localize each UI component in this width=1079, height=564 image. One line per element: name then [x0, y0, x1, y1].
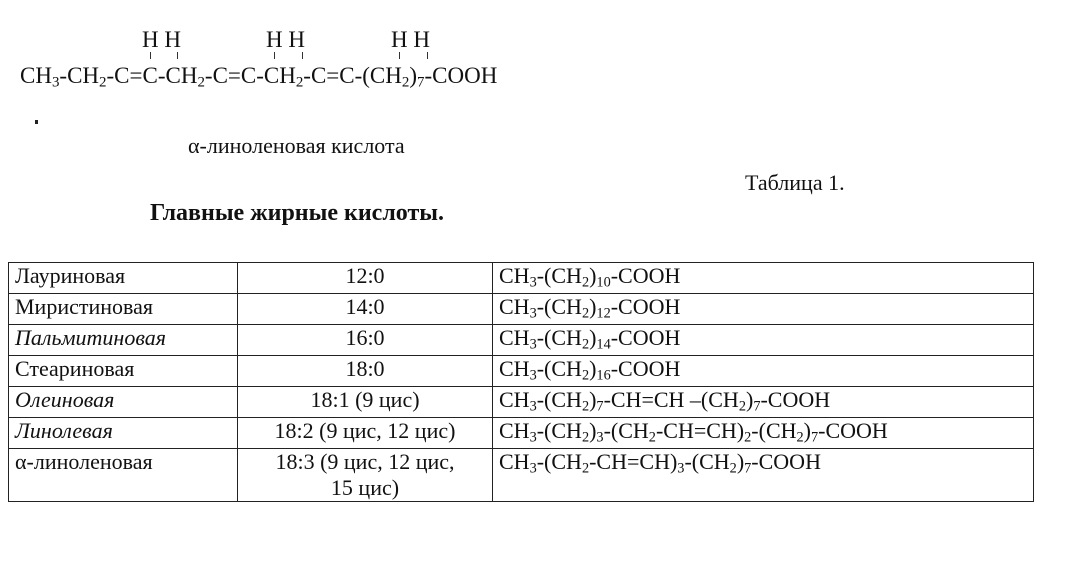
subscript: 12 [596, 305, 611, 322]
formula-fragment: -COOH [610, 325, 681, 350]
acid-formula [493, 356, 1034, 387]
hydrogen-label: H H [142, 27, 181, 52]
bond-line [177, 52, 178, 59]
subscript: 2 [796, 429, 804, 446]
formula-fragment: -COOH [610, 263, 681, 288]
acid-code: 18:0 [238, 356, 493, 387]
subscript: 7 [753, 398, 761, 415]
formula-fragment: -CH=CH) [589, 449, 678, 474]
formula-fragment: -(CH [751, 418, 797, 443]
subscript: 2 [744, 429, 752, 446]
subscript: 2 [295, 74, 304, 91]
subscript: 2 [581, 305, 590, 322]
subscript: 3 [529, 367, 537, 384]
subscript: 7 [596, 398, 604, 415]
formula-fragment: CH [499, 294, 530, 319]
subscript: 7 [744, 460, 752, 477]
formula-fragment: ) [589, 325, 597, 350]
bond-line [150, 52, 151, 59]
hydrogen-label: H H [266, 27, 305, 52]
subscript: 3 [529, 429, 537, 446]
acid-formula [493, 418, 1034, 449]
subscript: 2 [581, 336, 590, 353]
formula-fragment: CH [499, 325, 530, 350]
bond-line [399, 52, 400, 59]
formula-main-chain [20, 63, 498, 91]
formula-fragment: -COOH [424, 63, 498, 88]
acid-formula [493, 263, 1034, 294]
subscript: 2 [729, 460, 737, 477]
subscript: 14 [596, 336, 611, 353]
subscript: 2 [197, 74, 205, 91]
acid-code: 18:2 (9 цис, 12 цис) [238, 418, 493, 449]
subscript: 3 [529, 305, 537, 322]
subscript: 2 [581, 398, 590, 415]
subscript: 3 [677, 460, 685, 477]
formula-fragment: ) [736, 449, 745, 474]
acid-code-line: 18:3 (9 цис, 12 цис, [275, 449, 455, 474]
acid-formula [493, 294, 1034, 325]
table-row [9, 387, 1034, 418]
acid-code: 16:0 [238, 325, 493, 356]
subscript: 3 [596, 429, 604, 446]
formula-fragment: -CH=CH –(CH [603, 387, 739, 412]
formula-fragment: -(CH [536, 356, 582, 381]
formula-fragment: ) [589, 418, 597, 443]
acid-name: Стеариновая [9, 356, 238, 387]
formula-fragment: -(CH [536, 418, 582, 443]
table-row [9, 356, 1034, 387]
formula-fragment: -(CH [684, 449, 730, 474]
subscript: 10 [596, 274, 611, 291]
formula-fragment: -CH [59, 63, 100, 88]
formula-fragment: -COOH [610, 356, 681, 381]
formula-fragment: -(CH [536, 449, 582, 474]
acid-formula [493, 449, 1034, 502]
acid-name: Лауриновая [9, 263, 238, 294]
table-row [9, 418, 1034, 449]
formula-fragment: ) [589, 263, 597, 288]
table-row [9, 263, 1034, 294]
acid-name: α-линоленовая [9, 449, 238, 502]
subscript: 2 [581, 460, 590, 477]
formula-fragment: -CH=CH) [655, 418, 745, 443]
acid-name: Линолевая [9, 418, 238, 449]
acid-name: Миристиновая [9, 294, 238, 325]
formula-fragment: ) [745, 387, 754, 412]
formula-caption: α-линоленовая кислота [188, 133, 405, 158]
formula-fragment: CH [499, 263, 530, 288]
formula-fragment: ) [409, 63, 418, 88]
acid-code-line: 15 цис) [330, 475, 400, 500]
formula-fragment: -COOH [818, 418, 888, 443]
formula-fragment: ) [589, 387, 597, 412]
acid-code: 14:0 [238, 294, 493, 325]
subscript: 3 [529, 398, 537, 415]
formula-fragment: -COOH [610, 294, 681, 319]
formula-fragment: -(CH [603, 418, 649, 443]
acid-formula [493, 325, 1034, 356]
formula-fragment: CH [499, 449, 530, 474]
subscript: 2 [738, 398, 746, 415]
acid-code [238, 449, 493, 502]
table-row [9, 294, 1034, 325]
subscript: 2 [581, 274, 590, 291]
acid-name: Пальмитиновая [9, 325, 238, 356]
bond-line [274, 52, 275, 59]
acid-formula [493, 387, 1034, 418]
subscript: 2 [581, 429, 590, 446]
formula-fragment: -COOH [760, 387, 831, 412]
subscript: 2 [99, 74, 107, 91]
formula-fragment: ) [803, 418, 811, 443]
bond-line [427, 52, 428, 59]
table-row [9, 325, 1034, 356]
formula-fragment: -(CH [536, 325, 582, 350]
subscript: 2 [581, 367, 590, 384]
subscript: 3 [529, 460, 537, 477]
hydrogen-label: H H [391, 27, 430, 52]
subscript: 7 [811, 429, 819, 446]
stray-dot [35, 120, 38, 124]
formula-fragment: -C=C-CH [106, 63, 198, 88]
formula-fragment: CH [499, 418, 530, 443]
acid-name: Олеиновая [9, 387, 238, 418]
subscript: 3 [529, 274, 537, 291]
formula-fragment: CH [20, 63, 52, 88]
acid-code: 12:0 [238, 263, 493, 294]
formula-fragment: -COOH [751, 449, 821, 474]
subscript: 2 [648, 429, 656, 446]
subscript: 2 [401, 74, 410, 91]
formula-fragment: -(CH [536, 294, 582, 319]
table-number: Таблица 1. [745, 170, 845, 195]
table-title: Главные жирные кислоты. [150, 200, 444, 226]
formula-fragment: -(CH [536, 387, 582, 412]
subscript: 3 [51, 74, 60, 91]
fatty-acids-table [8, 262, 1034, 502]
formula-fragment: -(CH [536, 263, 582, 288]
acid-code: 18:1 (9 цис) [238, 387, 493, 418]
bond-line [302, 52, 303, 59]
formula-fragment: -C=C-(CH [303, 63, 402, 88]
subscript: 16 [596, 367, 611, 384]
formula-fragment: CH [499, 356, 530, 381]
table-row [9, 449, 1034, 502]
subscript: 7 [417, 74, 425, 91]
subscript: 3 [529, 336, 537, 353]
formula-fragment: CH [499, 387, 530, 412]
formula-fragment: ) [589, 294, 597, 319]
formula-fragment: ) [589, 356, 597, 381]
formula-fragment: -C=C-CH [204, 63, 296, 88]
